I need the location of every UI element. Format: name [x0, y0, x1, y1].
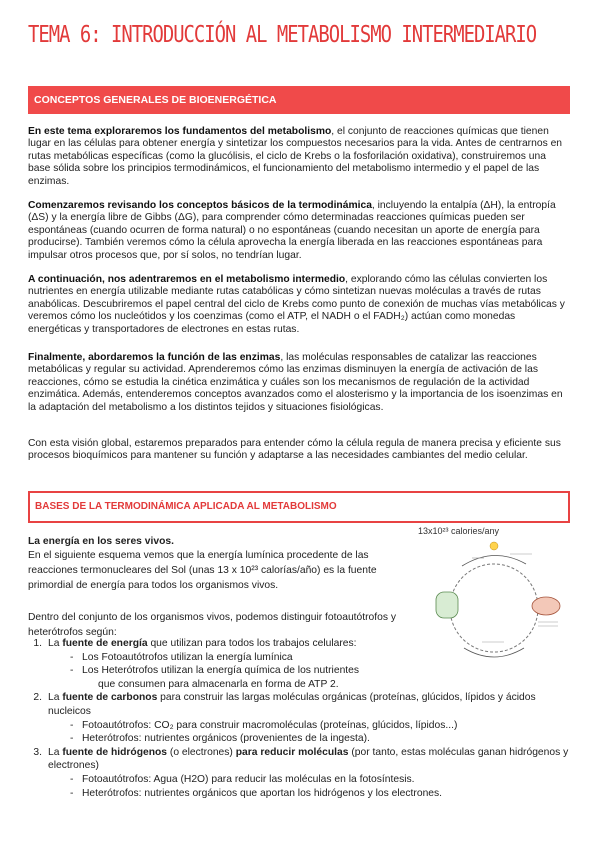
list-subtext-continuation: que consumen para almacenarla en forma de ATP 2.	[98, 678, 339, 690]
paragraph-dentro: Dentro del conjunto de los organismos vivos, podemos distinguir fotoautótrofos y heterótrofos según:	[28, 612, 397, 638]
paragraph-bold: Finalmente, abordaremos la función de las enzimas	[28, 352, 281, 363]
list-number: 3.	[33, 746, 42, 758]
list-text: que utilizan para todos los trabajos celulares:	[147, 638, 357, 649]
paragraph-text: , incluyendo la entalpía (ΔH), la entropía (ΔS) y la energía libre de Gibbs (ΔG), para comprender cómo determinadas reacciones químicas pueden ser espontáneas (cuando ocurren de forma natural) o no espontáneas (cuando necesitan un aporte de energía para producirse). También veremos cómo la célula aprovecha la energía liberada en las reacciones espontáneas para impulsar otros procesos que, por sí solos, no tendrían lugar.	[28, 200, 556, 261]
list-subitem: - Fotoautótrofos: CO₂ para construir macromoléculas (proteínas, glúcidos, lípidos...)	[70, 719, 458, 731]
list-number: 2.	[33, 692, 42, 704]
list-text: (por tanto, estas moléculas ganan hidrógenos y electrones)	[48, 746, 569, 772]
list-subtext: Los Heterótrofos utilizan la energía química de los nutrientes	[82, 665, 360, 677]
list-subtext: Heterótrofos: nutrientes orgánicos (provenientes de la ingesta).	[82, 733, 370, 745]
paragraph-enzimas	[28, 352, 570, 414]
list-number: 1.	[33, 638, 42, 649]
sun-icon	[490, 542, 498, 550]
paragraph-bold: A continuación, nos adentraremos en el metabolismo intermedio	[28, 274, 346, 285]
list-text: La	[48, 746, 63, 758]
paragraph-bold: Comenzaremos revisando los conceptos básicos de la termodinámica	[28, 200, 372, 211]
paragraph-conclusion: Con esta visión global, estaremos preparados para entender cómo la célula regula de manera precisa y eficiente sus procesos bioquímicos para mantener su función y adaptarse a las necesidades cambiantes del medio celular.	[28, 438, 561, 462]
list-bold: fuente de energía	[62, 638, 148, 649]
list-subtext: Fotoautótrofos: Agua (H2O) para reducir las moléculas en la fotosíntesis.	[82, 773, 415, 785]
list-subitem: - Fotoautótrofos: Agua (H2O) para reducir las moléculas en la fotosíntesis.	[70, 773, 415, 785]
list-text: para construir las largas moléculas orgánicas (proteínas, glúcidos, lípidos y ácidos nucleicos	[48, 692, 536, 717]
paragraph-text: , las moléculas responsables de catalizar las reacciones metabólicas y regular su actividad. Aprenderemos cómo las enzimas disminuyen la energía de activación de las reacciones, cómo se estudia la cinética enzimática y cuáles son los mecanismos de regulación de la actividad enzimática. Además, entenderemos conceptos avanzados como el alosterismo y la importancia de los isoenzimas en la adaptación del metabolismo a los distintos tejidos y situaciones fisiológicas.	[28, 352, 563, 413]
list-subitem: - Heterótrofos: nutrientes orgánicos (provenientes de la ingesta).	[70, 733, 370, 745]
section-heading-termodinamica: BASES DE LA TERMODINÁMICA APLICADA AL METABOLISMO	[28, 491, 570, 523]
list-text: (o electrones)	[167, 746, 236, 758]
paragraph-text: , explorando cómo las células convierten los nutrientes en energía utilizable mediante rutas catabólicas y cómo sintetizan nuevas moléculas a través de rutas anabólicas. Descubriremos el papel central del ciclo de Krebs como punto de conexión de muchas vías metabólicas y veremos cómo los nucleótidos y los coenzimas (como el ATP, el NADH o el FADH₂) actúan como monedas energéticas y transportadores de electrones en estas rutas.	[28, 274, 565, 335]
list-item	[28, 691, 573, 718]
list-subitem: - Los Heterótrofos utilizan la energía química de los nutrientes	[70, 665, 360, 677]
chloroplast-icon	[436, 592, 458, 618]
list-subtext: Fotoautótrofos: CO₂ para construir macromoléculas (proteínas, glúcidos, lípidos...)	[82, 719, 458, 731]
subheading-energia: La energía en los seres vivos.	[28, 536, 174, 547]
fuente-list	[28, 637, 573, 800]
paragraph-metabolismo	[28, 274, 570, 336]
diagram-caption: 13x10²³ calories/any	[418, 526, 500, 536]
list-bold: fuente de carbonos	[62, 692, 158, 704]
list-subitem: - Heterótrofos: nutrientes orgánicos que aportan los hidrógenos y los electrones.	[70, 787, 443, 799]
paragraph-bold: En este tema exploraremos los fundamentos del metabolismo	[28, 126, 332, 137]
list-item	[28, 746, 573, 773]
list-text: La	[48, 638, 63, 649]
list-text: La	[48, 692, 63, 704]
mitochondria-icon	[532, 597, 560, 615]
section-heading-bioenergetica: CONCEPTOS GENERALES DE BIOENERGÉTICA	[28, 86, 570, 114]
list-bold: para reducir moléculas	[235, 746, 349, 758]
list-subitem: - Los Fotoautótrofos utilizan la energía lumínica	[70, 651, 293, 663]
paragraph-energia: En el siguiente esquema vemos que la energía lumínica procedente de las reacciones termonucleares del Sol (unas 13 x 10²³ calorías/año) es la fuente primordial de energía para todos los organismos vivos.	[28, 550, 377, 591]
list-bold: fuente de hidrógenos	[62, 746, 168, 758]
paragraph-termodinamica	[28, 200, 570, 262]
list-subtext: Los Fotoautótrofos utilizan la energía lumínica	[82, 651, 293, 663]
paragraph-text: , el conjunto de reacciones químicas que tienen lugar en las células para obtener energía y sintetizar los compuestos necesarios para la vida. Antes de centrarnos en rutas metabólicas específicas (como la glucólisis, el ciclo de Krebs o la fosforilación oxidativa), construiremos una base sólida sobre los principios termodinámicos, el funcionamiento del metabolismo intermedio y el papel de las enzimas.	[28, 126, 563, 187]
list-item	[28, 637, 573, 651]
paragraph-intro	[28, 126, 570, 188]
list-subtext: Heterótrofos: nutrientes orgánicos que aportan los hidrógenos y los electrones.	[82, 787, 443, 799]
page-title: TEMA 6: INTRODUCCIÓN AL METABOLISMO INTERMEDIARIO	[28, 22, 537, 48]
